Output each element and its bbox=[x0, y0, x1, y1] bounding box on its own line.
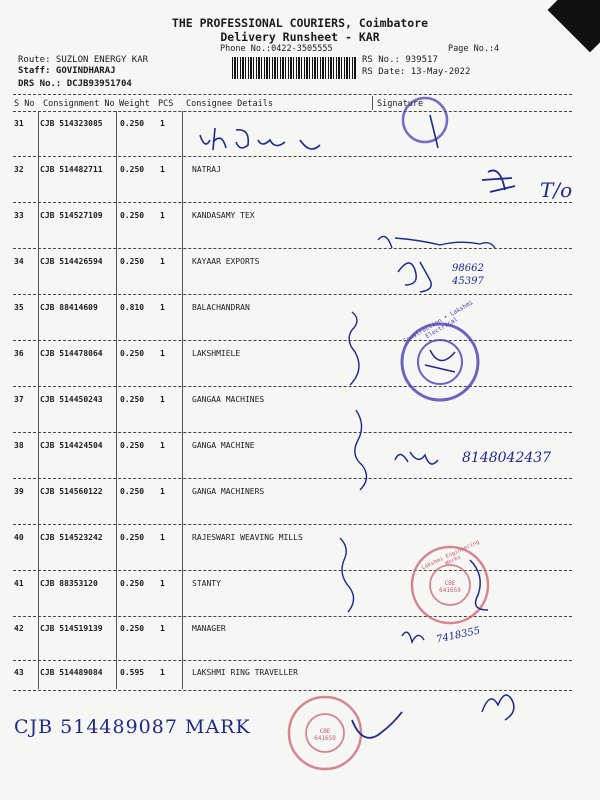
rs-date: RS Date: 13-May-2022 bbox=[362, 67, 471, 77]
signature-31b bbox=[430, 115, 438, 148]
row-consignment: CJB 514523242 bbox=[40, 533, 103, 542]
row-weight: 0.250 bbox=[120, 119, 145, 128]
row-weight: 0.250 bbox=[120, 211, 145, 220]
row-consignment: CJB 88353120 bbox=[40, 579, 98, 588]
row-sno: 33 bbox=[14, 211, 24, 220]
row-consignee: NATRAJ bbox=[192, 165, 221, 174]
row-pcs: 1 bbox=[160, 257, 165, 266]
row-sno: 31 bbox=[14, 119, 24, 128]
row-sno: 41 bbox=[14, 579, 24, 588]
row-weight: 0.250 bbox=[120, 624, 145, 633]
row-consignment: CJB 514519139 bbox=[40, 624, 103, 633]
route-label: Route: SUZLON ENERGY KAR bbox=[18, 55, 149, 65]
row-weight: 0.250 bbox=[120, 349, 145, 358]
row-weight: 0.250 bbox=[120, 533, 145, 542]
row-pcs: 1 bbox=[160, 119, 165, 128]
brace-40-41 bbox=[340, 538, 354, 612]
row-consignment: CJB 514560122 bbox=[40, 487, 103, 496]
row-pcs: 1 bbox=[160, 441, 165, 450]
row-weight: 0.250 bbox=[120, 165, 145, 174]
row-consignment: CJB 514426594 bbox=[40, 257, 103, 266]
handwritten-phone-38: 8148042437 bbox=[462, 450, 552, 466]
rs-number: RS No.: 939517 bbox=[362, 55, 438, 65]
row-pcs: 1 bbox=[160, 165, 165, 174]
row-consignee: RAJESWARI WEAVING MILLS bbox=[192, 533, 303, 542]
signature-43 bbox=[482, 695, 514, 720]
row-pcs: 1 bbox=[160, 303, 165, 312]
signature-41 bbox=[470, 560, 488, 610]
col-sno: S No bbox=[14, 99, 35, 109]
stamp-31 bbox=[403, 98, 447, 142]
row-sno: 43 bbox=[14, 668, 24, 677]
row-pcs: 1 bbox=[160, 395, 165, 404]
col-signature: Signature bbox=[377, 99, 424, 109]
brace-37-39 bbox=[355, 410, 367, 490]
row-consignment: CJB 514489084 bbox=[40, 668, 103, 677]
handwritten-footer-note: CJB 514489087 MARK bbox=[14, 716, 251, 738]
row-consignee: MANAGER bbox=[192, 624, 226, 633]
page-number: Page No.:4 bbox=[448, 44, 500, 54]
stamp-41-center-text: CBE 641659 bbox=[439, 580, 461, 594]
row-pcs: 1 bbox=[160, 624, 165, 633]
row-weight: 0.810 bbox=[120, 303, 145, 312]
row-consignee: STANTY bbox=[192, 579, 221, 588]
signature-42 bbox=[402, 632, 424, 642]
row-sno: 35 bbox=[14, 303, 24, 312]
row-pcs: 1 bbox=[160, 211, 165, 220]
row-consignment: CJB 514450243 bbox=[40, 395, 103, 404]
row-consignee: BALACHANDRAN bbox=[192, 303, 250, 312]
col-consignment: Consignment No bbox=[43, 99, 115, 109]
row-sno: 32 bbox=[14, 165, 24, 174]
row-consignee: GANGA MACHINE bbox=[192, 441, 255, 450]
row-consignee: KAYAAR EXPORTS bbox=[192, 257, 260, 266]
row-sno: 39 bbox=[14, 487, 24, 496]
handwritten-note-32: T/o bbox=[540, 178, 573, 202]
drs-number: DRS No.: DCJB93951704 bbox=[18, 79, 132, 89]
signature-32 bbox=[482, 170, 515, 192]
row-consignee: GANGAA MACHINES bbox=[192, 395, 265, 404]
row-consignment: CJB 88414609 bbox=[40, 303, 98, 312]
signature-33 bbox=[378, 236, 495, 248]
signature-34 bbox=[398, 262, 431, 292]
row-consignment: CJB 514527109 bbox=[40, 211, 103, 220]
stamp-footer-center-text: CBE 641659 bbox=[314, 728, 336, 742]
col-pcs: PCS bbox=[158, 99, 174, 109]
row-weight: 0.595 bbox=[120, 668, 145, 677]
signature-31 bbox=[200, 128, 320, 150]
row-pcs: 1 bbox=[160, 349, 165, 358]
row-consignee: KANDASAMY TEX bbox=[192, 211, 255, 220]
row-weight: 0.250 bbox=[120, 395, 145, 404]
row-consignment: CJB 514478064 bbox=[40, 349, 103, 358]
row-weight: 0.250 bbox=[120, 257, 145, 266]
row-sno: 37 bbox=[14, 395, 24, 404]
row-consignee: LAKSHMIELE bbox=[192, 349, 241, 358]
phone-number: Phone No.:0422-3505555 bbox=[220, 44, 333, 54]
row-sno: 36 bbox=[14, 349, 24, 358]
company-title: THE PROFESSIONAL COURIERS, Coimbatore bbox=[171, 16, 429, 30]
runsheet-subtitle: Delivery Runsheet - KAR bbox=[220, 30, 380, 44]
brace-35-36 bbox=[349, 312, 359, 385]
stamp-36-inner bbox=[418, 340, 462, 384]
signature-36 bbox=[425, 350, 455, 372]
stamp-36-text: Construction • Lakshmi Electrical bbox=[402, 299, 475, 345]
row-consignee: GANGA MACHINERS bbox=[192, 487, 265, 496]
row-weight: 0.250 bbox=[120, 487, 145, 496]
row-pcs: 1 bbox=[160, 487, 165, 496]
row-consignment: CJB 514424504 bbox=[40, 441, 103, 450]
row-consignment: CJB 514323085 bbox=[40, 119, 103, 128]
col-weight: Weight bbox=[119, 99, 150, 109]
row-weight: 0.250 bbox=[120, 441, 145, 450]
stamp-41-ring-text: Lakshmi Engineering Works bbox=[420, 539, 481, 572]
row-consignee: LAKSHMI RING TRAVELLER bbox=[192, 668, 298, 677]
staff-label: Staff: GOVINDHARAJ bbox=[18, 66, 116, 76]
row-pcs: 1 bbox=[160, 668, 165, 677]
row-sno: 42 bbox=[14, 624, 24, 633]
row-sno: 40 bbox=[14, 533, 24, 542]
row-sno: 38 bbox=[14, 441, 24, 450]
handwritten-phone-42: 7418355 bbox=[435, 625, 482, 646]
row-consignment: CJB 514482711 bbox=[40, 165, 103, 174]
signature-38 bbox=[395, 452, 438, 464]
col-consignee: Consignee Details bbox=[186, 99, 273, 109]
row-pcs: 1 bbox=[160, 533, 165, 542]
row-weight: 0.250 bbox=[120, 579, 145, 588]
row-sno: 34 bbox=[14, 257, 24, 266]
row-pcs: 1 bbox=[160, 579, 165, 588]
handwritten-phone-34: 98662 45397 bbox=[452, 263, 484, 287]
